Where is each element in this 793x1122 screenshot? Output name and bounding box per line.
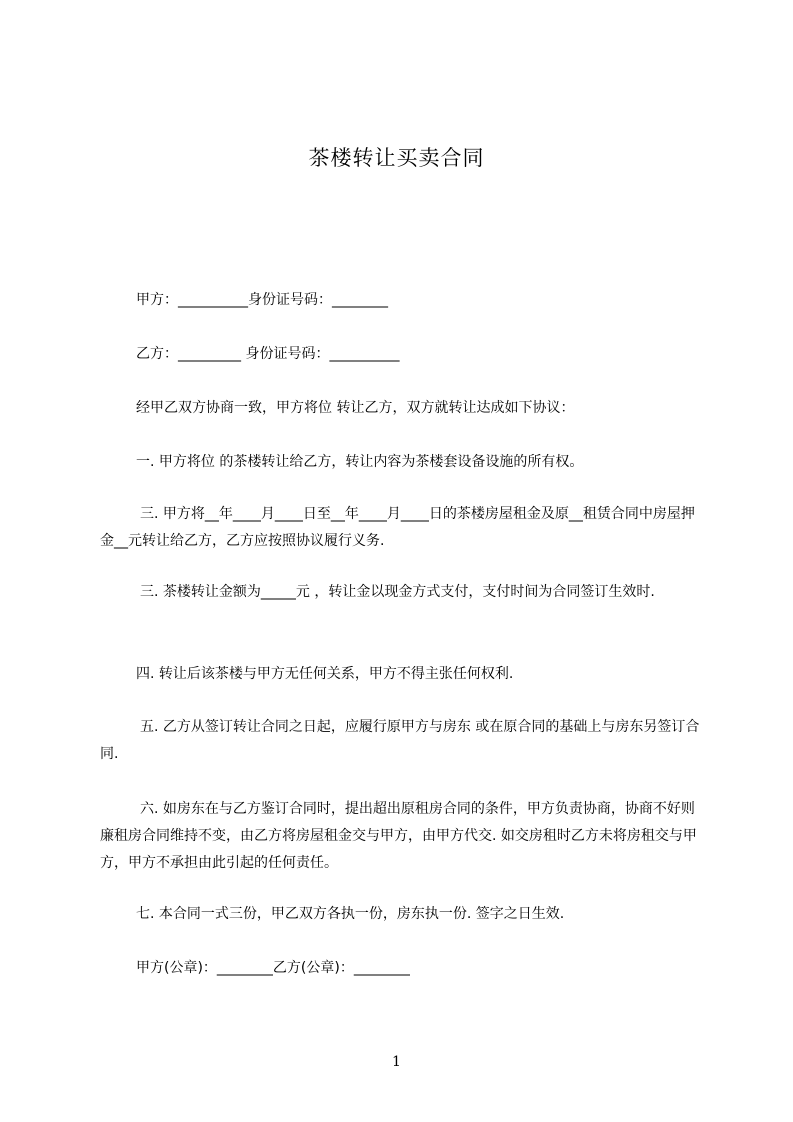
document-title: 茶楼转让买卖合同 (308, 146, 485, 170)
clause-1: 一. 甲方将位 的茶楼转让给乙方，转让内容为茶楼套设备设施的所有权。 (136, 454, 584, 470)
signature-line: 甲方(公章)：________乙方(公章)：________ (136, 960, 410, 976)
clause-4: 四. 转让后该茶楼与甲方无任何关系，甲方不得主张任何权利. (136, 666, 514, 682)
party-a-line: 甲方：__________身份证号码：________ (136, 292, 388, 308)
clause-3: 三. 茶楼转让金额为_____元 ，转让金以现金方式支付，支付时间为合同签订生效时. (140, 584, 655, 600)
party-b-line: 乙方：_________ 身份证号码：__________ (136, 346, 400, 362)
clause-7: 七. 本合同一式三份，甲乙双方各执一份，房东执一份. 签字之日生效. (136, 906, 565, 922)
clause-2: 三. 甲方将__年____月____日至__年____月____日的茶楼房屋租金及原__租赁合同中房屋押金__元转让给乙方，乙方应按照协议履行义务. (100, 506, 695, 549)
intro-paragraph: 经甲乙双方协商一致，甲方将位 转让乙方，双方就转让达成如下协议： (136, 400, 575, 416)
clause-6: 六. 如房东在与乙方鉴订合同时，提出超出原租房合同的条件，甲方负责协商，协商不好则廉租房合同维持不变，由乙方将房屋租金交与甲方，由甲方代交. 如交房租时乙方未将房租交与甲方，甲方不承担由此引起的任何责任。 (100, 801, 697, 871)
clause-5: 五. 乙方从签订转让合同之日起，应履行原甲方与房东 或在原合同的基础上与房东另签订合同. (100, 719, 700, 762)
page-number: 1 (392, 1054, 401, 1070)
